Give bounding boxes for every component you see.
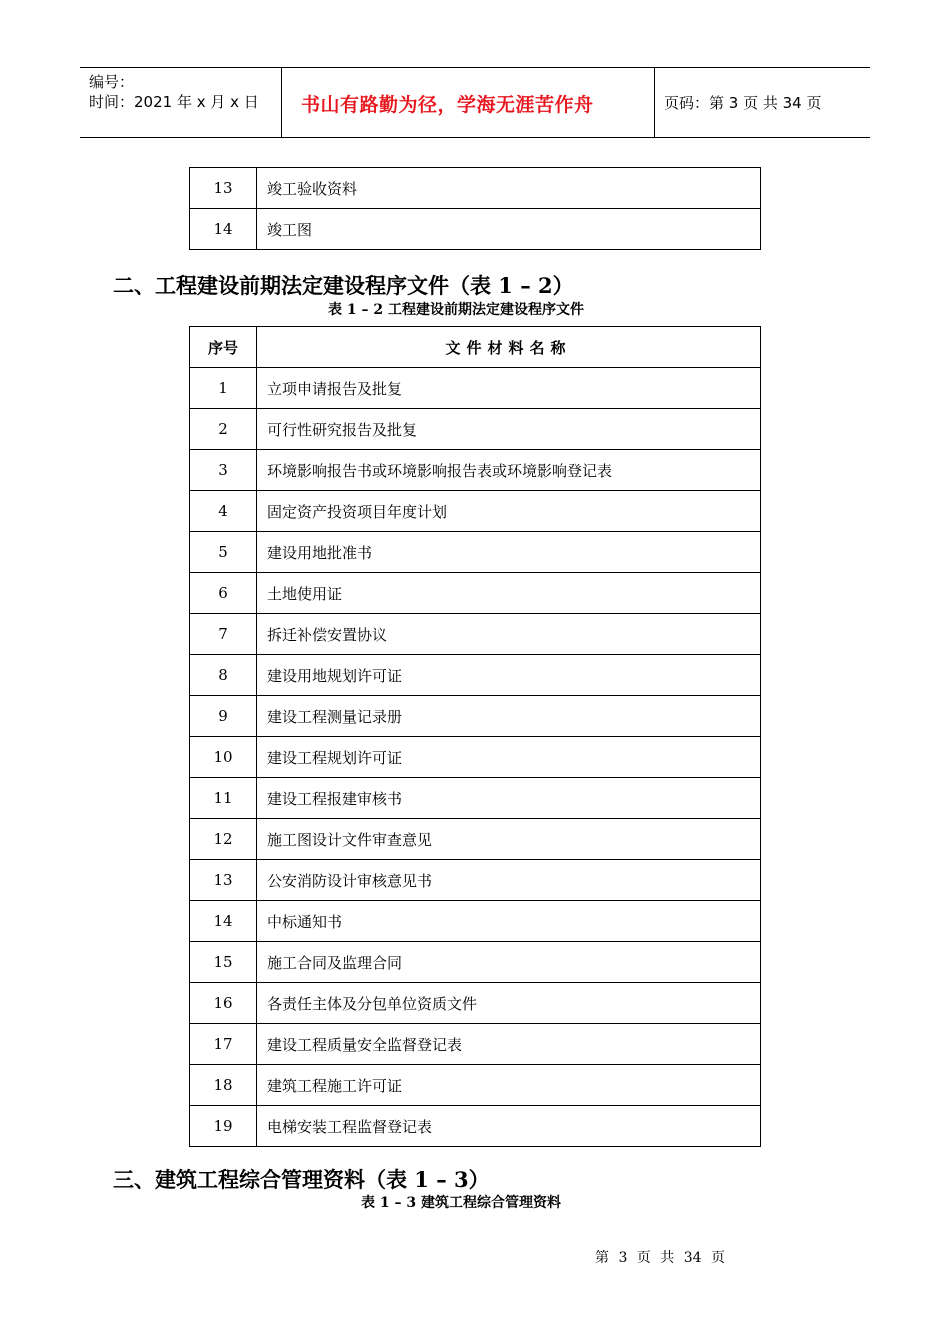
row-number: 1 — [190, 368, 257, 409]
table-row — [190, 450, 761, 491]
row-number: 14 — [190, 209, 257, 250]
row-number: 7 — [190, 614, 257, 655]
row-number: 13 — [190, 168, 257, 209]
table-top-continuation — [189, 167, 761, 250]
table-row — [190, 1106, 761, 1147]
row-number: 3 — [190, 450, 257, 491]
row-name: 建设用地规划许可证 — [257, 655, 761, 696]
table-row — [190, 409, 761, 450]
table-row — [190, 737, 761, 778]
row-name: 各责任主体及分包单位资质文件 — [257, 983, 761, 1024]
row-name: 拆迁补偿安置协议 — [257, 614, 761, 655]
row-name: 建设用地批准书 — [257, 532, 761, 573]
table-header-row — [190, 327, 761, 368]
header-no: 序号 — [190, 327, 257, 368]
header-name: 文件材料名称 — [257, 327, 761, 368]
row-number: 14 — [190, 901, 257, 942]
row-number: 4 — [190, 491, 257, 532]
table-1-2 — [189, 326, 761, 1147]
table-row — [190, 168, 761, 209]
row-number: 12 — [190, 819, 257, 860]
row-number: 8 — [190, 655, 257, 696]
table-row — [190, 1024, 761, 1065]
row-name: 建设工程报建审核书 — [257, 778, 761, 819]
table-row — [190, 901, 761, 942]
header-motto: 书山有路勤为径，学海无涯苦作舟 — [301, 94, 594, 116]
table-row — [190, 819, 761, 860]
row-number: 9 — [190, 696, 257, 737]
row-number: 13 — [190, 860, 257, 901]
row-number: 16 — [190, 983, 257, 1024]
row-number: 10 — [190, 737, 257, 778]
header-meta — [80, 68, 282, 137]
row-number: 11 — [190, 778, 257, 819]
table-1-2-caption: 表 1 – 2 工程建设前期法定建设程序文件 — [328, 302, 584, 318]
row-number: 6 — [190, 573, 257, 614]
header-page-cell — [655, 68, 870, 137]
row-number: 18 — [190, 1065, 257, 1106]
row-name: 土地使用证 — [257, 573, 761, 614]
table-row — [190, 1065, 761, 1106]
row-name: 可行性研究报告及批复 — [257, 409, 761, 450]
header-time: 时间：2021 年 x 月 x 日 — [89, 93, 259, 111]
header-motto-cell — [282, 68, 655, 137]
row-name: 环境影响报告书或环境影响报告表或环境影响登记表 — [257, 450, 761, 491]
header-number-label: 编号： — [89, 73, 135, 91]
row-name: 立项申请报告及批复 — [257, 368, 761, 409]
row-number: 19 — [190, 1106, 257, 1147]
table-row — [190, 209, 761, 250]
table-row — [190, 655, 761, 696]
row-name: 固定资产投资项目年度计划 — [257, 491, 761, 532]
table-row — [190, 696, 761, 737]
table-row — [190, 573, 761, 614]
row-name: 电梯安装工程监督登记表 — [257, 1106, 761, 1147]
row-name: 建设工程测量记录册 — [257, 696, 761, 737]
table-row — [190, 860, 761, 901]
row-name: 施工图设计文件审查意见 — [257, 819, 761, 860]
row-name: 建设工程质量安全监督登记表 — [257, 1024, 761, 1065]
table-row — [190, 532, 761, 573]
table-1-3-caption: 表 1 – 3 建筑工程综合管理资料 — [361, 1195, 561, 1211]
row-name: 竣工图 — [257, 209, 761, 250]
row-number: 5 — [190, 532, 257, 573]
row-name: 建筑工程施工许可证 — [257, 1065, 761, 1106]
header-page-number: 页码：第 3 页 共 34 页 — [664, 94, 822, 112]
row-number: 15 — [190, 942, 257, 983]
row-name: 施工合同及监理合同 — [257, 942, 761, 983]
row-name: 竣工验收资料 — [257, 168, 761, 209]
row-number: 17 — [190, 1024, 257, 1065]
page-footer: 第 3 页 共 34 页 — [595, 1250, 725, 1266]
table-row — [190, 778, 761, 819]
section-3-title: 三、建筑工程综合管理资料（表 1 – 3） — [113, 1167, 490, 1192]
table-row — [190, 491, 761, 532]
section-2-title: 二、工程建设前期法定建设程序文件（表 1 – 2） — [113, 273, 574, 298]
table-row — [190, 368, 761, 409]
row-name: 中标通知书 — [257, 901, 761, 942]
table-row — [190, 983, 761, 1024]
page-header — [80, 67, 870, 138]
row-name: 建设工程规划许可证 — [257, 737, 761, 778]
table-row — [190, 942, 761, 983]
table-row — [190, 614, 761, 655]
row-name: 公安消防设计审核意见书 — [257, 860, 761, 901]
row-number: 2 — [190, 409, 257, 450]
